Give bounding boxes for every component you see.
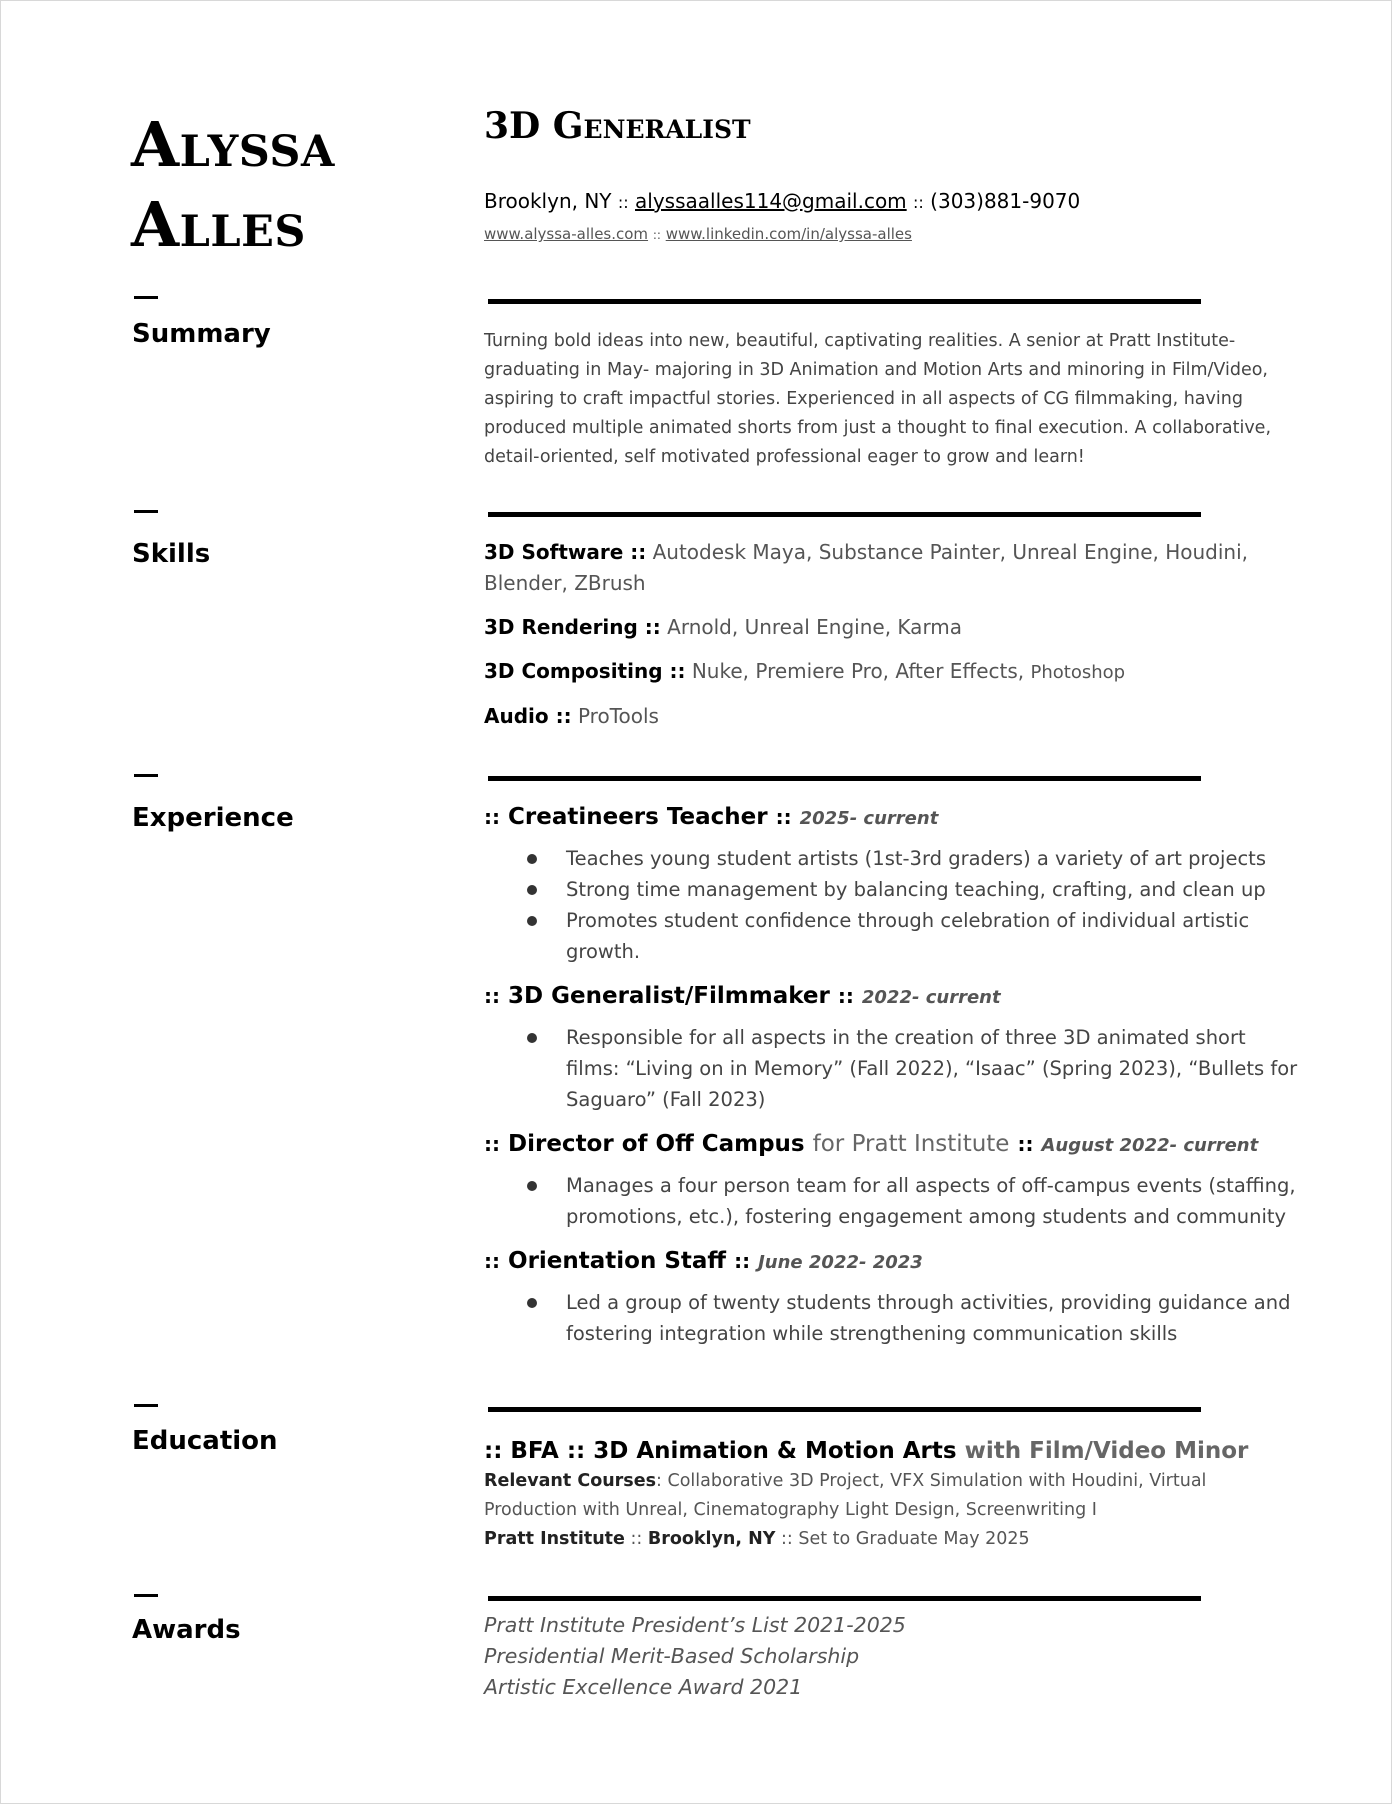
job-suffix: ::	[837, 984, 854, 1008]
bullet-icon	[527, 1033, 537, 1043]
skill-label: Audio ::	[484, 704, 572, 728]
job-bullets	[484, 843, 1304, 967]
courses-label: Relevant Courses	[484, 1471, 657, 1491]
name-last: Alles	[131, 188, 306, 261]
skill-item	[484, 701, 1274, 732]
minor: with Film/Video Minor	[964, 1438, 1249, 1464]
job-title: 3D Generalist/Filmmaker	[508, 983, 830, 1009]
name-first: Alyssa	[131, 108, 335, 181]
job-heading	[484, 1128, 1304, 1162]
bullet-icon	[527, 916, 537, 926]
bullet-icon	[527, 885, 537, 895]
section-title-experience: Experience	[132, 803, 294, 833]
job-heading	[484, 980, 1304, 1014]
school-line	[484, 1525, 1284, 1554]
email-link[interactable]: alyssaalles114@gmail.com	[635, 189, 907, 213]
list-item	[484, 843, 1304, 874]
section-rule	[488, 299, 1201, 304]
separator: ::	[617, 193, 629, 212]
bullet-text: Led a group of twenty students through activities, providing guidance and fostering integration while strengthening communication skills	[566, 1291, 1291, 1345]
website-link[interactable]: www.alyssa-alles.com	[484, 225, 649, 243]
job-heading	[484, 801, 1304, 835]
skill-item	[484, 612, 1274, 643]
contact-line	[484, 189, 1080, 213]
job-prefix: ::	[484, 1132, 500, 1156]
bullet-text: Manages a four person team for all aspects of off-campus events (staffing, promotions, etc.), fostering engagement among students and community	[566, 1174, 1296, 1228]
skill-label: 3D Rendering ::	[484, 615, 661, 639]
education-block	[484, 1435, 1284, 1554]
job-date: 2025- current	[799, 808, 939, 829]
location: Brooklyn, NY	[484, 189, 612, 213]
bullet-icon	[527, 854, 537, 864]
job-title: Orientation Staff	[508, 1248, 727, 1274]
bullet-text: Responsible for all aspects in the creation of three 3D animated short films: “Living on in Memory” (Fall 2022), “Isaac” (Spring 2023), “Bullets for Saguaro” (Fall 2023)	[566, 1026, 1298, 1111]
job-prefix: ::	[484, 805, 500, 829]
section-rule	[488, 512, 1201, 517]
school-name: Pratt Institute	[484, 1529, 625, 1549]
separator: ::	[913, 193, 924, 212]
section-dash	[134, 774, 158, 777]
list-item	[484, 1022, 1304, 1115]
skill-item	[484, 656, 1274, 688]
separator: ::	[630, 1529, 643, 1549]
skill-label: 3D Software ::	[484, 540, 647, 564]
awards-list	[484, 1610, 1284, 1703]
job-title: 3D Generalist	[484, 105, 751, 147]
summary-text: Turning bold ideas into new, beautiful, captivating realities. A senior at Pratt Institute- graduating in May- majoring in 3D Animation and Motion Arts and minoring in Film/Video, aspiring to craft impactful stories. Experienced in all aspects of CG filmmaking, having produced multiple animated shorts from just a thought to final execution. A collaborative, detail-oriented, self motivated professional eager to grow and learn!	[484, 331, 1272, 467]
degree-heading	[484, 1435, 1284, 1467]
courses-list: : Collaborative 3D Project, VFX Simulation with Houdini, Virtual Production with Unreal, Cinematography Light Design, Screenwriting I	[484, 1471, 1207, 1520]
separator: ::	[652, 228, 661, 242]
job-suffix: ::	[775, 805, 792, 829]
skill-label: 3D Compositing ::	[484, 659, 686, 683]
job-date: June 2022- 2023	[758, 1252, 923, 1273]
list-item	[484, 874, 1304, 905]
section-title-awards: Awards	[132, 1615, 241, 1645]
job-title: Creatineers Teacher	[508, 804, 768, 830]
award-item: Pratt Institute President’s List 2021-2025	[484, 1613, 906, 1637]
experience-list	[484, 801, 1304, 1362]
job-prefix: ::	[484, 984, 500, 1008]
job-bullets	[484, 1022, 1304, 1115]
skill-item	[484, 537, 1274, 599]
school-city: Brooklyn, NY	[647, 1529, 776, 1549]
skill-value: ProTools	[577, 704, 659, 728]
section-rule	[488, 776, 1201, 781]
list-item	[484, 905, 1304, 967]
job-date: 2022- current	[861, 987, 1001, 1008]
section-dash	[134, 1594, 158, 1597]
bullet-icon	[527, 1181, 537, 1191]
skill-value: Arnold, Unreal Engine, Karma	[667, 615, 963, 639]
job-bullets	[484, 1287, 1304, 1349]
skill-value: Nuke, Premiere Pro, After Effects,	[691, 659, 1025, 683]
graduation: :: Set to Graduate May 2025	[781, 1529, 1030, 1549]
section-dash	[134, 1404, 158, 1407]
award-item: Artistic Excellence Award 2021	[484, 1675, 803, 1699]
bullet-text: Promotes student confidence through celebration of individual artistic growth.	[566, 909, 1250, 963]
list-item	[484, 1170, 1304, 1232]
bullet-icon	[527, 1298, 537, 1308]
job-title: Director of Off Campus	[508, 1131, 805, 1157]
bullet-text: Strong time management by balancing teaching, crafting, and clean up	[566, 878, 1266, 901]
job-date: August 2022- current	[1041, 1135, 1259, 1156]
section-dash	[134, 510, 158, 513]
bullet-text: Teaches young student artists (1st-3rd graders) a variety of art projects	[566, 847, 1266, 870]
skills-list	[484, 537, 1274, 745]
candidate-name	[131, 105, 461, 265]
web-links	[484, 225, 912, 243]
job-suffix: ::	[1017, 1132, 1034, 1156]
job-prefix: ::	[484, 1249, 500, 1273]
section-title-education: Education	[132, 1426, 278, 1456]
section-rule	[488, 1596, 1201, 1601]
section-title-skills: Skills	[132, 539, 211, 569]
skill-value: Autodesk Maya, Substance Painter, Unreal Engine, Houdini, Blender, ZBrush	[484, 540, 1248, 595]
job-org: for Pratt Institute	[812, 1131, 1010, 1157]
job-heading	[484, 1245, 1304, 1279]
job-bullets	[484, 1170, 1304, 1232]
list-item	[484, 1287, 1304, 1349]
linkedin-link[interactable]: www.linkedin.com/in/alyssa-alles	[665, 225, 912, 243]
award-item: Presidential Merit-Based Scholarship	[484, 1644, 860, 1668]
degree: :: BFA :: 3D Animation & Motion Arts	[484, 1438, 957, 1464]
section-rule	[488, 1407, 1201, 1412]
job-suffix: ::	[734, 1249, 751, 1273]
phone: (303)881-9070	[930, 189, 1081, 213]
courses-line	[484, 1467, 1284, 1525]
skill-value-extra: Photoshop	[1030, 662, 1126, 683]
section-dash	[134, 296, 158, 299]
section-title-summary: Summary	[132, 319, 271, 349]
